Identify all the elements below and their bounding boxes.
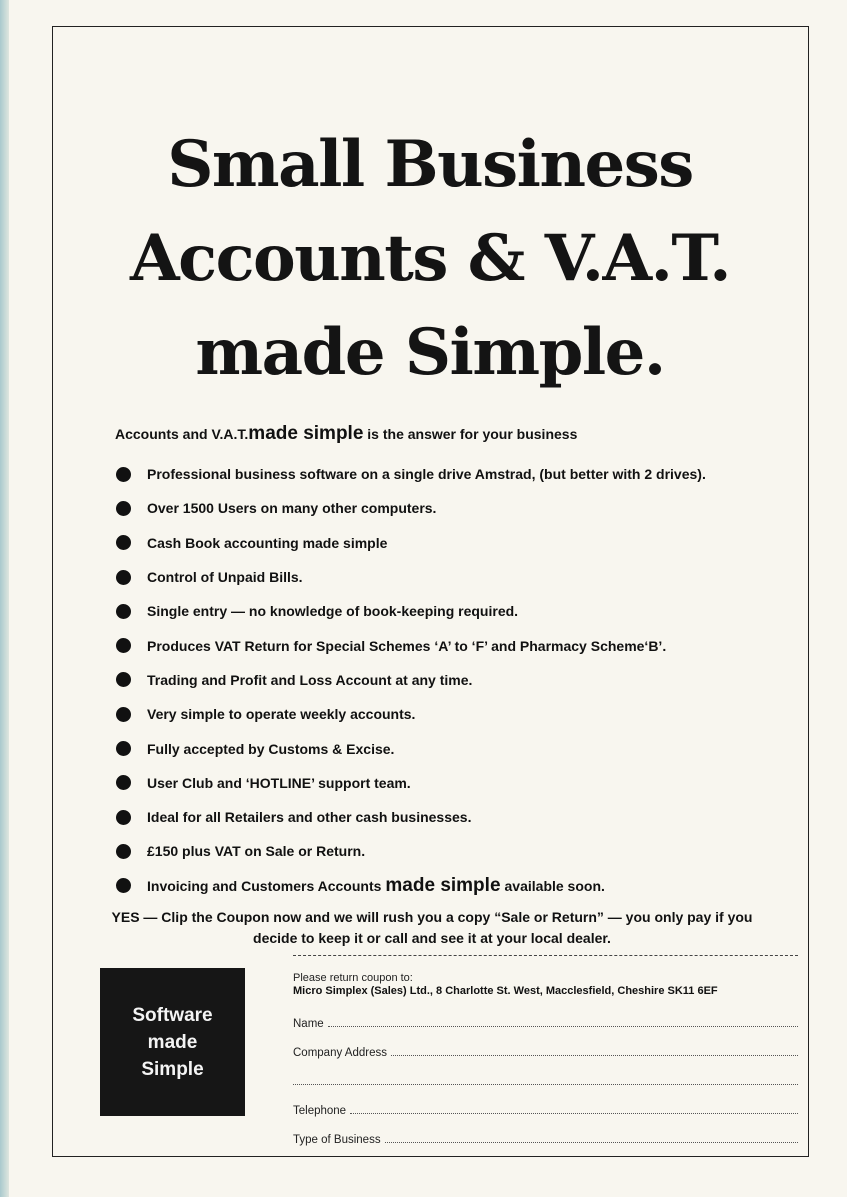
feature-text: Over 1500 Users on many other computers. [147,500,437,517]
telephone-label: Telephone [293,1105,347,1117]
name-label: Name [293,1018,324,1030]
page-edge-strip [0,0,9,1197]
bullet-icon [116,501,131,516]
logo-line-1: Software [132,1004,213,1026]
company-address-entry-line[interactable] [391,1055,798,1056]
feature-item [116,766,806,800]
last-feature-suffix: available soon. [504,877,605,894]
company-address-field[interactable] [293,1030,798,1059]
logo-line-3: Simple [141,1058,204,1080]
bullet-icon [116,741,131,756]
logo-line-2: made [147,1031,198,1053]
return-address: Micro Simplex (Sales) Ltd., 8 Charlotte St. West, Macclesfield, Cheshire SK11 6EF [293,985,718,997]
feature-item-last [116,869,806,903]
bullet-icon [116,570,131,585]
bullet-icon [116,844,131,859]
intro-line [115,423,775,445]
name-field[interactable] [293,997,798,1030]
feature-item [116,491,806,525]
software-made-simple-logo [100,968,245,1116]
feature-text: £150 plus VAT on Sale or Return. [147,843,366,860]
bullet-icon [116,810,131,825]
feature-text: Fully accepted by Customs & Excise. [147,740,395,757]
feature-item [116,697,806,731]
intro-emphasis: made simple [248,423,364,444]
bullet-icon [116,467,131,482]
feature-item [116,457,806,491]
address-continuation-field[interactable] [293,1059,798,1088]
feature-item [116,594,806,628]
business-type-entry-line[interactable] [385,1142,798,1143]
feature-item [116,834,806,868]
feature-text: Trading and Profit and Loss Account at any time. [147,671,473,688]
feature-text: Ideal for all Retailers and other cash businesses. [147,809,472,826]
business-type-label: Type of Business [293,1134,381,1146]
headline-line-1: Small Business [167,127,693,202]
telephone-entry-line[interactable] [350,1113,798,1114]
cta-line-1: YES — Clip the Coupon now and we will rush you a copy “Sale or Return” — you only pay if you [111,909,753,925]
feature-text: Control of Unpaid Bills. [147,569,303,586]
feature-text: User Club and ‘HOTLINE’ support team. [147,774,411,791]
feature-item [116,560,806,594]
last-feature-prefix: Invoicing and Customers Accounts [147,877,382,894]
feature-list [116,457,806,903]
bullet-icon [116,878,131,893]
bullet-icon [116,775,131,790]
last-feature-emphasis: made simple [385,874,501,896]
intro-prefix: Accounts and V.A.T. [115,426,249,442]
order-coupon [293,955,798,1146]
bullet-icon [116,638,131,653]
feature-text: Very simple to operate weekly accounts. [147,706,416,723]
name-entry-line[interactable] [328,1026,798,1027]
feature-item [116,628,806,662]
address-continuation-entry-line[interactable] [293,1084,798,1085]
return-label: Please return coupon to: [293,972,413,984]
headline-line-3: made Simple. [195,315,665,390]
feature-item [116,526,806,560]
feature-item [116,800,806,834]
feature-text: Single entry — no knowledge of book-keeping required. [147,603,519,620]
headline-line-2: Accounts & V.A.T. [129,221,731,296]
cta-line-2: decide to keep it or call and see it at your local dealer. [253,930,611,946]
bullet-icon [116,672,131,687]
feature-text: Cash Book accounting made simple [147,534,388,551]
feature-text: Professional business software on a single drive Amstrad, (but better with 2 drives). [147,466,706,483]
headline [60,118,800,400]
company-address-label: Company Address [293,1047,387,1059]
bullet-icon [116,707,131,722]
feature-item [116,663,806,697]
feature-text: Produces VAT Return for Special Schemes ‘A’ to ‘F’ and Pharmacy Scheme‘B’. [147,637,667,654]
call-to-action [62,907,802,949]
bullet-icon [116,535,131,550]
business-type-field[interactable] [293,1117,798,1146]
telephone-field[interactable] [293,1088,798,1117]
bullet-icon [116,604,131,619]
feature-item [116,731,806,765]
intro-suffix: is the answer for your business [363,426,578,442]
